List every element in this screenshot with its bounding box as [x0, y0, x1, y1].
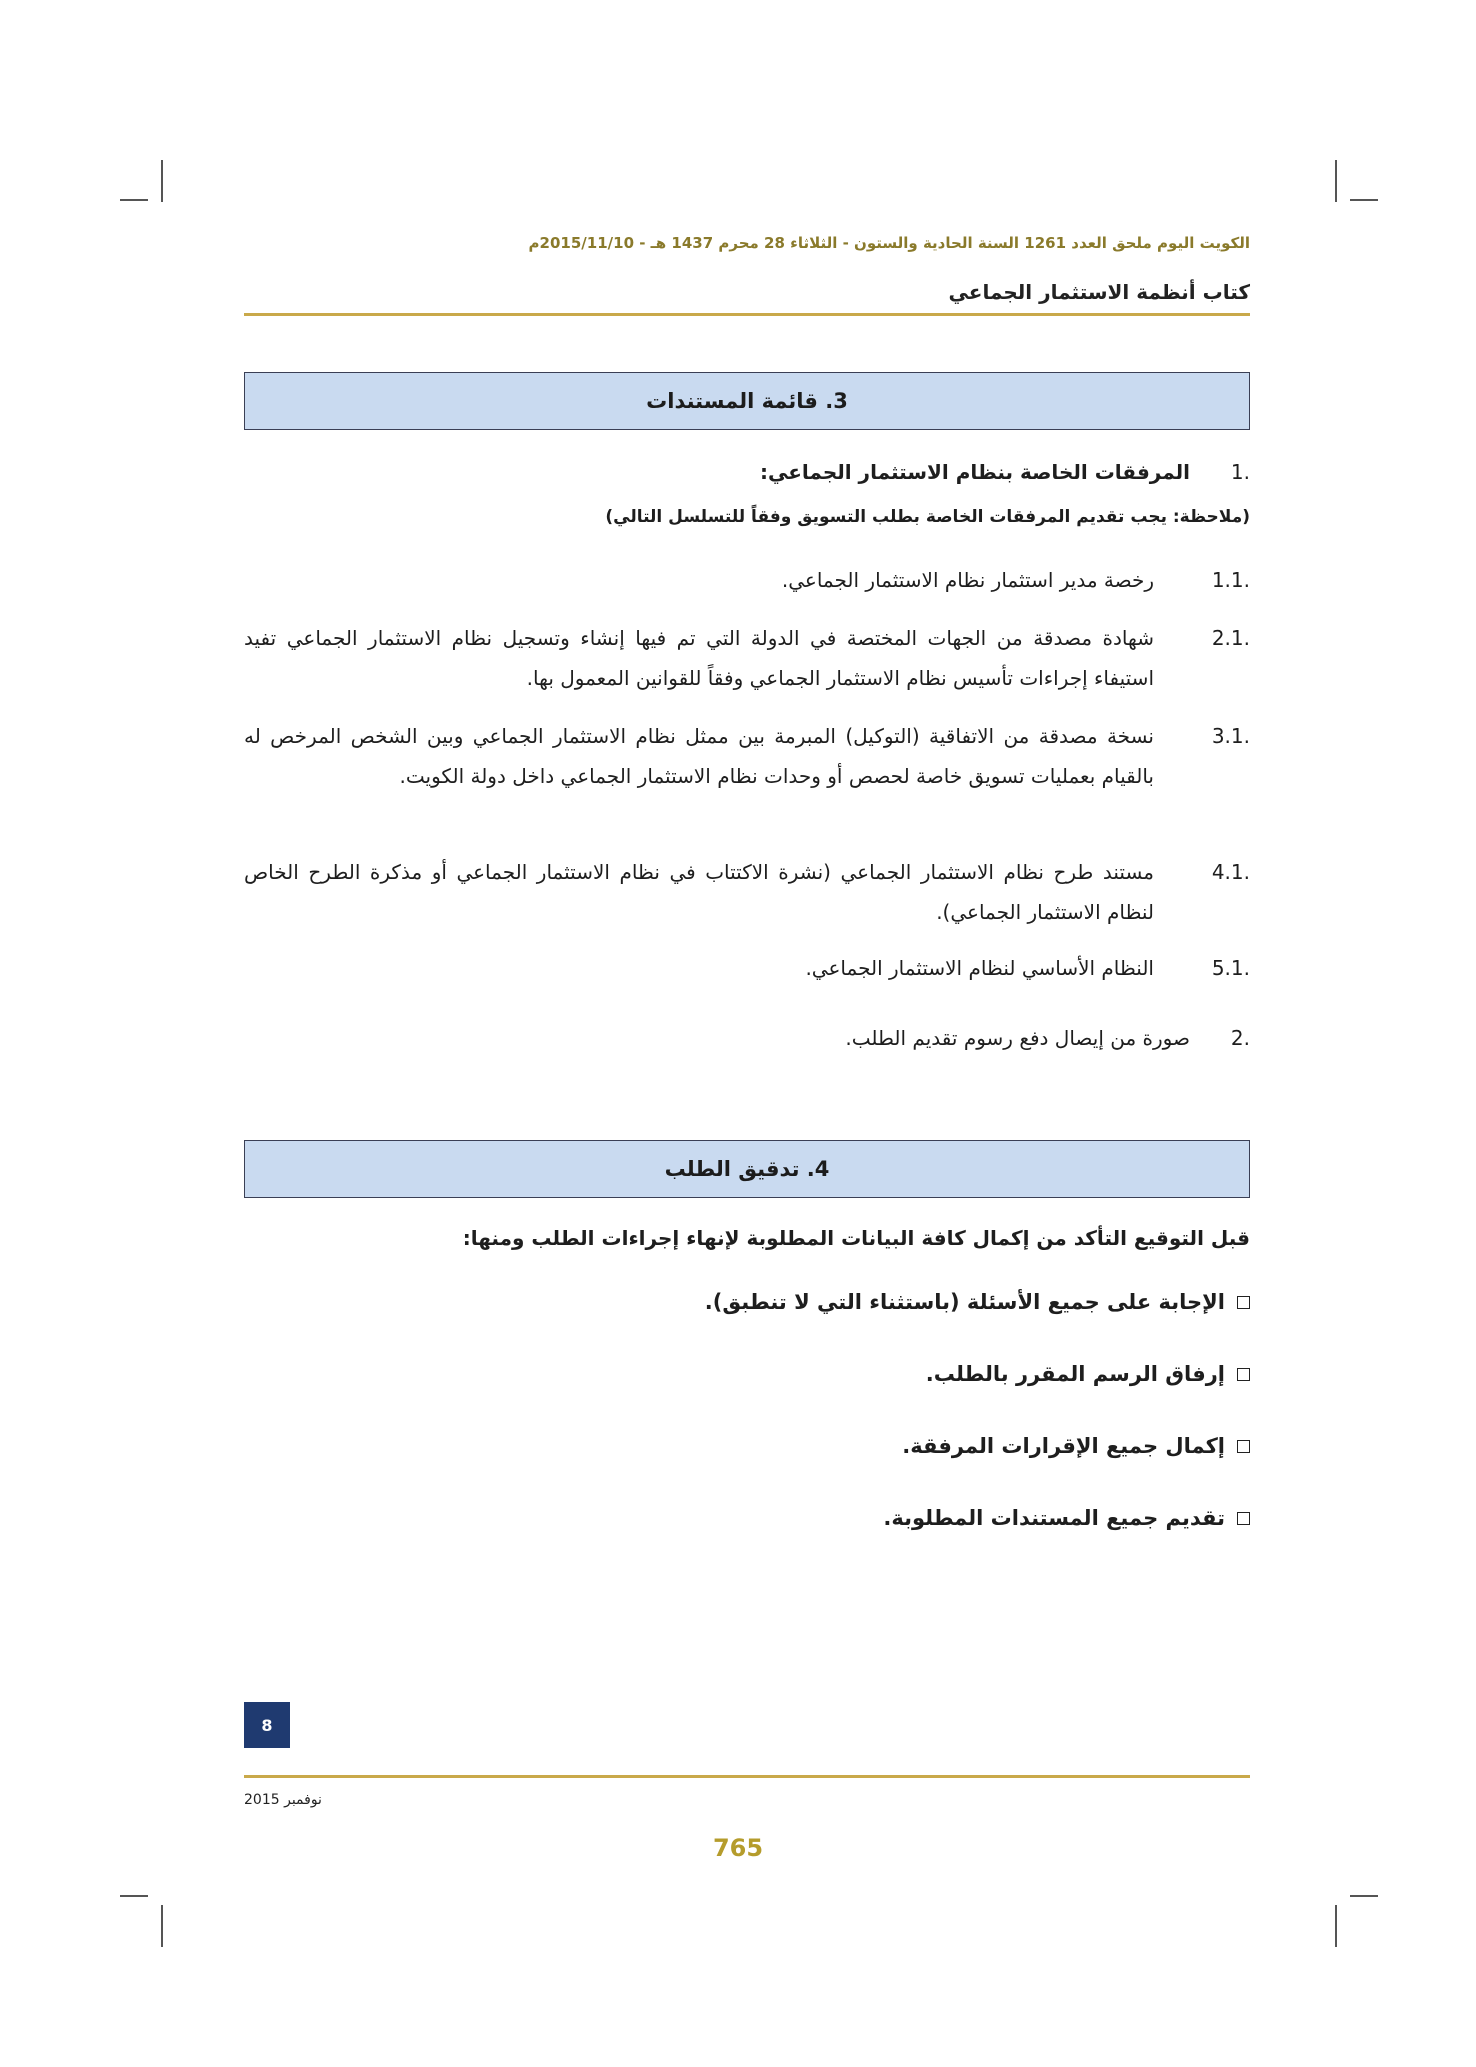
- crop-mark: [1335, 160, 1337, 202]
- header-rule: [244, 313, 1250, 316]
- crop-mark: [161, 1905, 163, 1947]
- item-text: المرفقات الخاصة بنظام الاستثمار الجماعي:: [760, 460, 1190, 484]
- footer-date: نوفمبر 2015: [244, 1792, 322, 1808]
- item-text: النظام الأساسي لنظام الاستثمار الجماعي.: [805, 956, 1154, 980]
- crop-mark: [161, 160, 163, 202]
- sub-item-3-1: [244, 716, 1250, 796]
- sub-item-4-1: [244, 852, 1250, 932]
- item-text: صورة من إيصال دفع رسوم تقديم الطلب.: [845, 1026, 1190, 1050]
- checkbox-icon[interactable]: [1237, 1440, 1250, 1453]
- checklist-item[interactable]: [902, 1434, 1250, 1458]
- checkbox-icon[interactable]: [1237, 1368, 1250, 1381]
- checklist-text: إكمال جميع الإقرارات المرفقة.: [902, 1434, 1225, 1458]
- list-item-1: [244, 452, 1250, 492]
- item-number: .4.1: [1211, 860, 1250, 884]
- sub-item-5-1: [244, 948, 1250, 988]
- crop-mark: [120, 1895, 148, 1897]
- item-number: .1.1: [1211, 568, 1250, 592]
- checkbox-icon[interactable]: [1237, 1296, 1250, 1309]
- page-badge: 8: [244, 1702, 290, 1748]
- item-number: .2: [1230, 1026, 1250, 1050]
- item-number: .1: [1230, 460, 1250, 484]
- item-number: .5.1: [1211, 956, 1250, 980]
- item-text: شهادة مصدقة من الجهات المختصة في الدولة التي تم فيها إنشاء وتسجيل نظام الاستثمار الجماعي تفيد استيفاء إجراءات تأسيس نظام الاستثمار الجماعي وفقاً للقوانين المعمول بها.: [244, 626, 1154, 690]
- crop-mark: [1350, 199, 1378, 201]
- checklist-item[interactable]: [926, 1362, 1250, 1386]
- section-4-header: [244, 1140, 1250, 1198]
- item-text: مستند طرح نظام الاستثمار الجماعي (نشرة الاكتتاب في نظام الاستثمار الجماعي أو مذكرة الطرح الخاص لنظام الاستثمار الجماعي).: [244, 860, 1154, 924]
- list-item-2: [244, 1018, 1250, 1058]
- section-4-intro: قبل التوقيع التأكد من إكمال كافة البيانات المطلوبة لإنهاء إجراءات الطلب ومنها:: [462, 1226, 1250, 1250]
- footer-rule: [244, 1775, 1250, 1778]
- section-4-title: 4. تدقيق الطلب: [664, 1157, 830, 1181]
- note-text: (ملاحظة: يجب تقديم المرفقات الخاصة بطلب التسويق وفقاً للتسلسل التالي): [605, 507, 1250, 527]
- checklist-item[interactable]: [883, 1506, 1250, 1530]
- section-3-header: [244, 372, 1250, 430]
- crop-mark: [1335, 1905, 1337, 1947]
- sub-item-1-1: [244, 560, 1250, 600]
- item-number: .2.1: [1211, 626, 1250, 650]
- checklist-text: إرفاق الرسم المقرر بالطلب.: [925, 1362, 1225, 1386]
- checklist-item[interactable]: [705, 1290, 1250, 1314]
- sub-item-2-1: [244, 618, 1250, 698]
- item-text: رخصة مدير استثمار نظام الاستثمار الجماعي.: [781, 568, 1154, 592]
- section-3-title: 3. قائمة المستندات: [646, 389, 848, 413]
- crop-mark: [120, 199, 148, 201]
- gazette-header: الكويت اليوم ملحق العدد 1261 السنة الحادية والستون - الثلاثاء 28 محرم 1437 هـ - 2015/11/10م: [528, 234, 1250, 252]
- item-text: نسخة مصدقة من الاتفاقية (التوكيل) المبرمة بين ممثل نظام الاستثمار الجماعي وبين الشخص المرخص له بالقيام بعمليات تسويق خاصة لحصص أو وحدات نظام الاستثمار الجماعي داخل دولة الكويت.: [244, 724, 1154, 788]
- item-number: .3.1: [1211, 724, 1250, 748]
- page-number: 765: [712, 1834, 764, 1862]
- book-title: كتاب أنظمة الاستثمار الجماعي: [948, 280, 1250, 304]
- crop-mark: [1350, 1895, 1378, 1897]
- checkbox-icon[interactable]: [1237, 1512, 1250, 1525]
- checklist-text: تقديم جميع المستندات المطلوبة.: [883, 1506, 1225, 1530]
- checklist-text: الإجابة على جميع الأسئلة (باستثناء التي لا تنطبق).: [704, 1290, 1225, 1314]
